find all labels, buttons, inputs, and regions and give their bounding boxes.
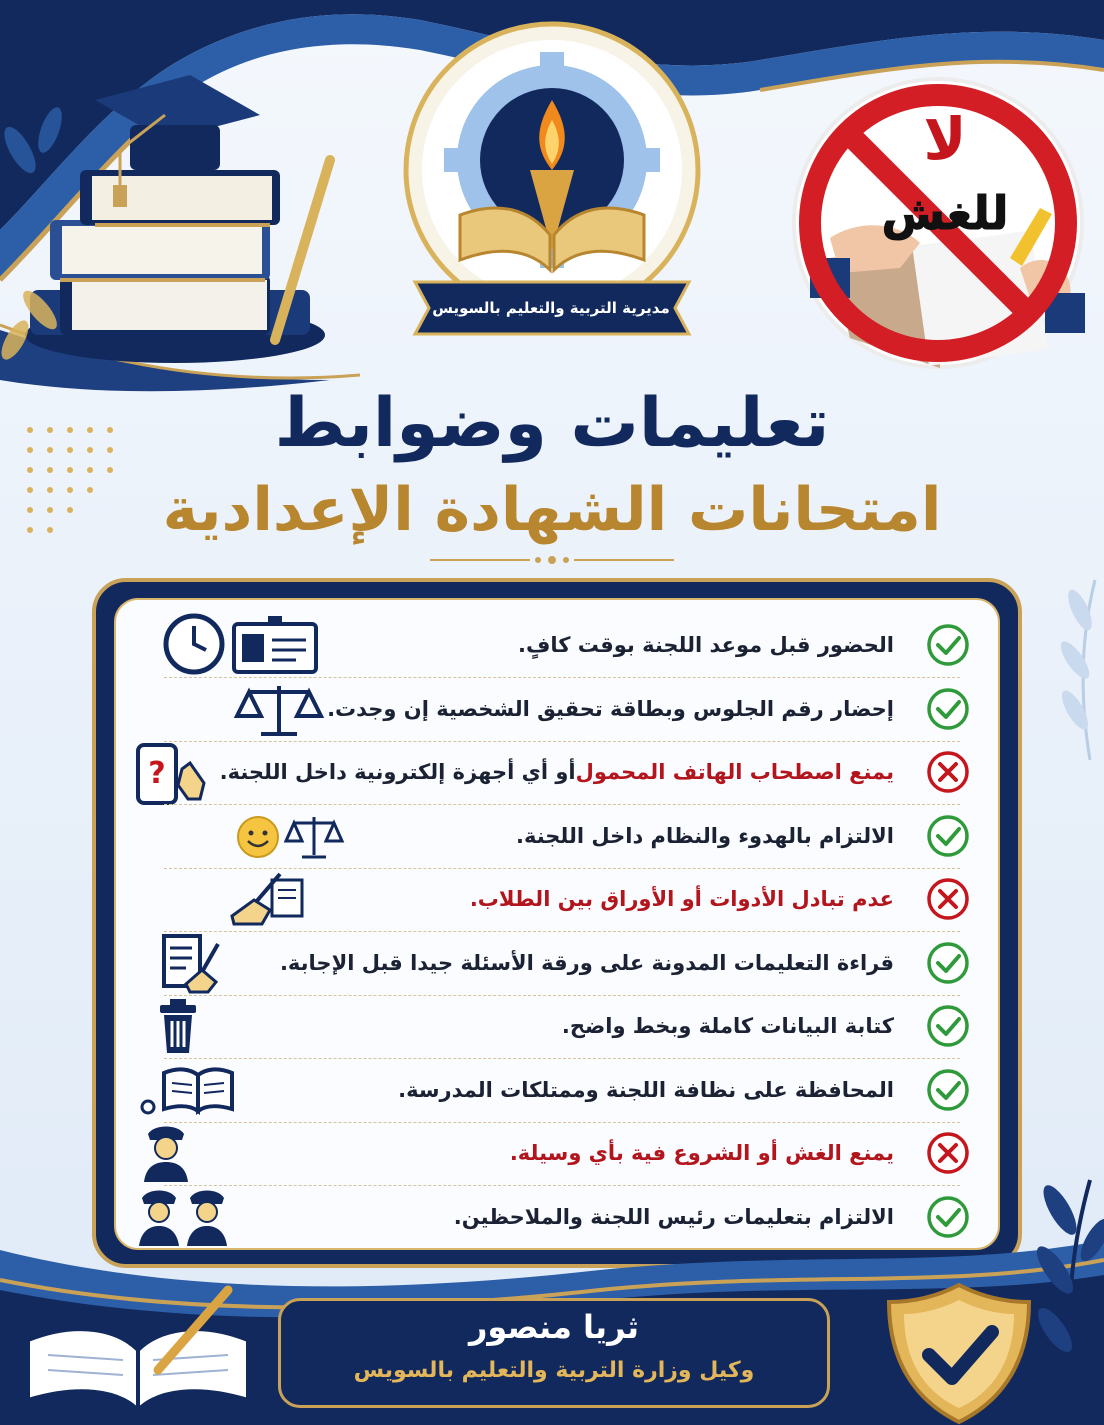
rule-row — [134, 993, 980, 1059]
rule-row — [134, 803, 980, 869]
rule-row — [134, 1120, 980, 1186]
rule-text: يمنع الغش أو الشروع فية بأي وسيلة. — [509, 1141, 894, 1165]
logo-banner-text: مديرية التربية والتعليم بالسويس — [432, 299, 670, 317]
rule-text: قراءة التعليمات المدونة على ورقة الأسئلة جيدا قبل الإجابة. — [279, 950, 894, 975]
rule-text-rest: أو أي أجهزة إلكترونية داخل اللجنة. — [219, 760, 576, 784]
check-icon — [926, 941, 970, 985]
no-cheating-word: للغش — [881, 186, 1009, 240]
page-title: تعليمات وضوابط — [274, 384, 830, 463]
rule-row — [134, 612, 980, 678]
shield-check-icon — [884, 1280, 1034, 1425]
check-icon — [926, 1004, 970, 1048]
rule-row — [134, 739, 980, 805]
rule-text: عدم تبادل الأدوات أو الأوراق بين الطلاب. — [469, 887, 894, 911]
check-icon — [926, 1068, 970, 1112]
open-book-pen-icon — [8, 1270, 268, 1420]
check-icon — [926, 687, 970, 731]
cross-icon — [926, 877, 970, 921]
rule-text: الحضور قبل موعد اللجنة بوقت كافٍ. — [517, 633, 894, 657]
rule-text-highlight: يمنع اصطحاب الهاتف المحمول — [575, 760, 894, 784]
rule-row — [134, 930, 980, 996]
check-icon — [926, 814, 970, 858]
rule-row — [134, 676, 980, 742]
page-subtitle: امتحانات الشهادة الإعدادية — [162, 475, 942, 545]
check-icon — [926, 623, 970, 667]
cross-icon — [926, 750, 970, 794]
svg-text:?: ? — [148, 756, 166, 791]
rule-text: إحضار رقم الجلوس وبطاقة تحقيق الشخصية إن وجدت. — [327, 696, 894, 721]
rule-row — [134, 1057, 980, 1123]
rule-text: الالتزام بتعليمات رئيس اللجنة والملاحظين. — [453, 1204, 894, 1229]
rule-text: كتابة البيانات كاملة وبخط واضح. — [561, 1014, 894, 1038]
rule-text: الالتزام بالهدوء والنظام داخل اللجنة. — [516, 823, 894, 848]
rule-text: المحافظة على نظافة اللجنة وممتلكات المدرسة. — [398, 1077, 894, 1102]
signature-role: وكيل وزارة التربية والتعليم بالسويس — [353, 1358, 755, 1383]
cross-icon — [926, 1131, 970, 1175]
title-divider — [430, 552, 674, 568]
leaf-decoration-icon — [1040, 560, 1104, 760]
signature-name: ثريا منصور — [469, 1308, 639, 1346]
rule-row — [134, 866, 980, 932]
books-graduation-cap-icon — [0, 40, 340, 370]
no-cheating-la: لا — [923, 105, 967, 173]
rule-text — [219, 739, 894, 805]
